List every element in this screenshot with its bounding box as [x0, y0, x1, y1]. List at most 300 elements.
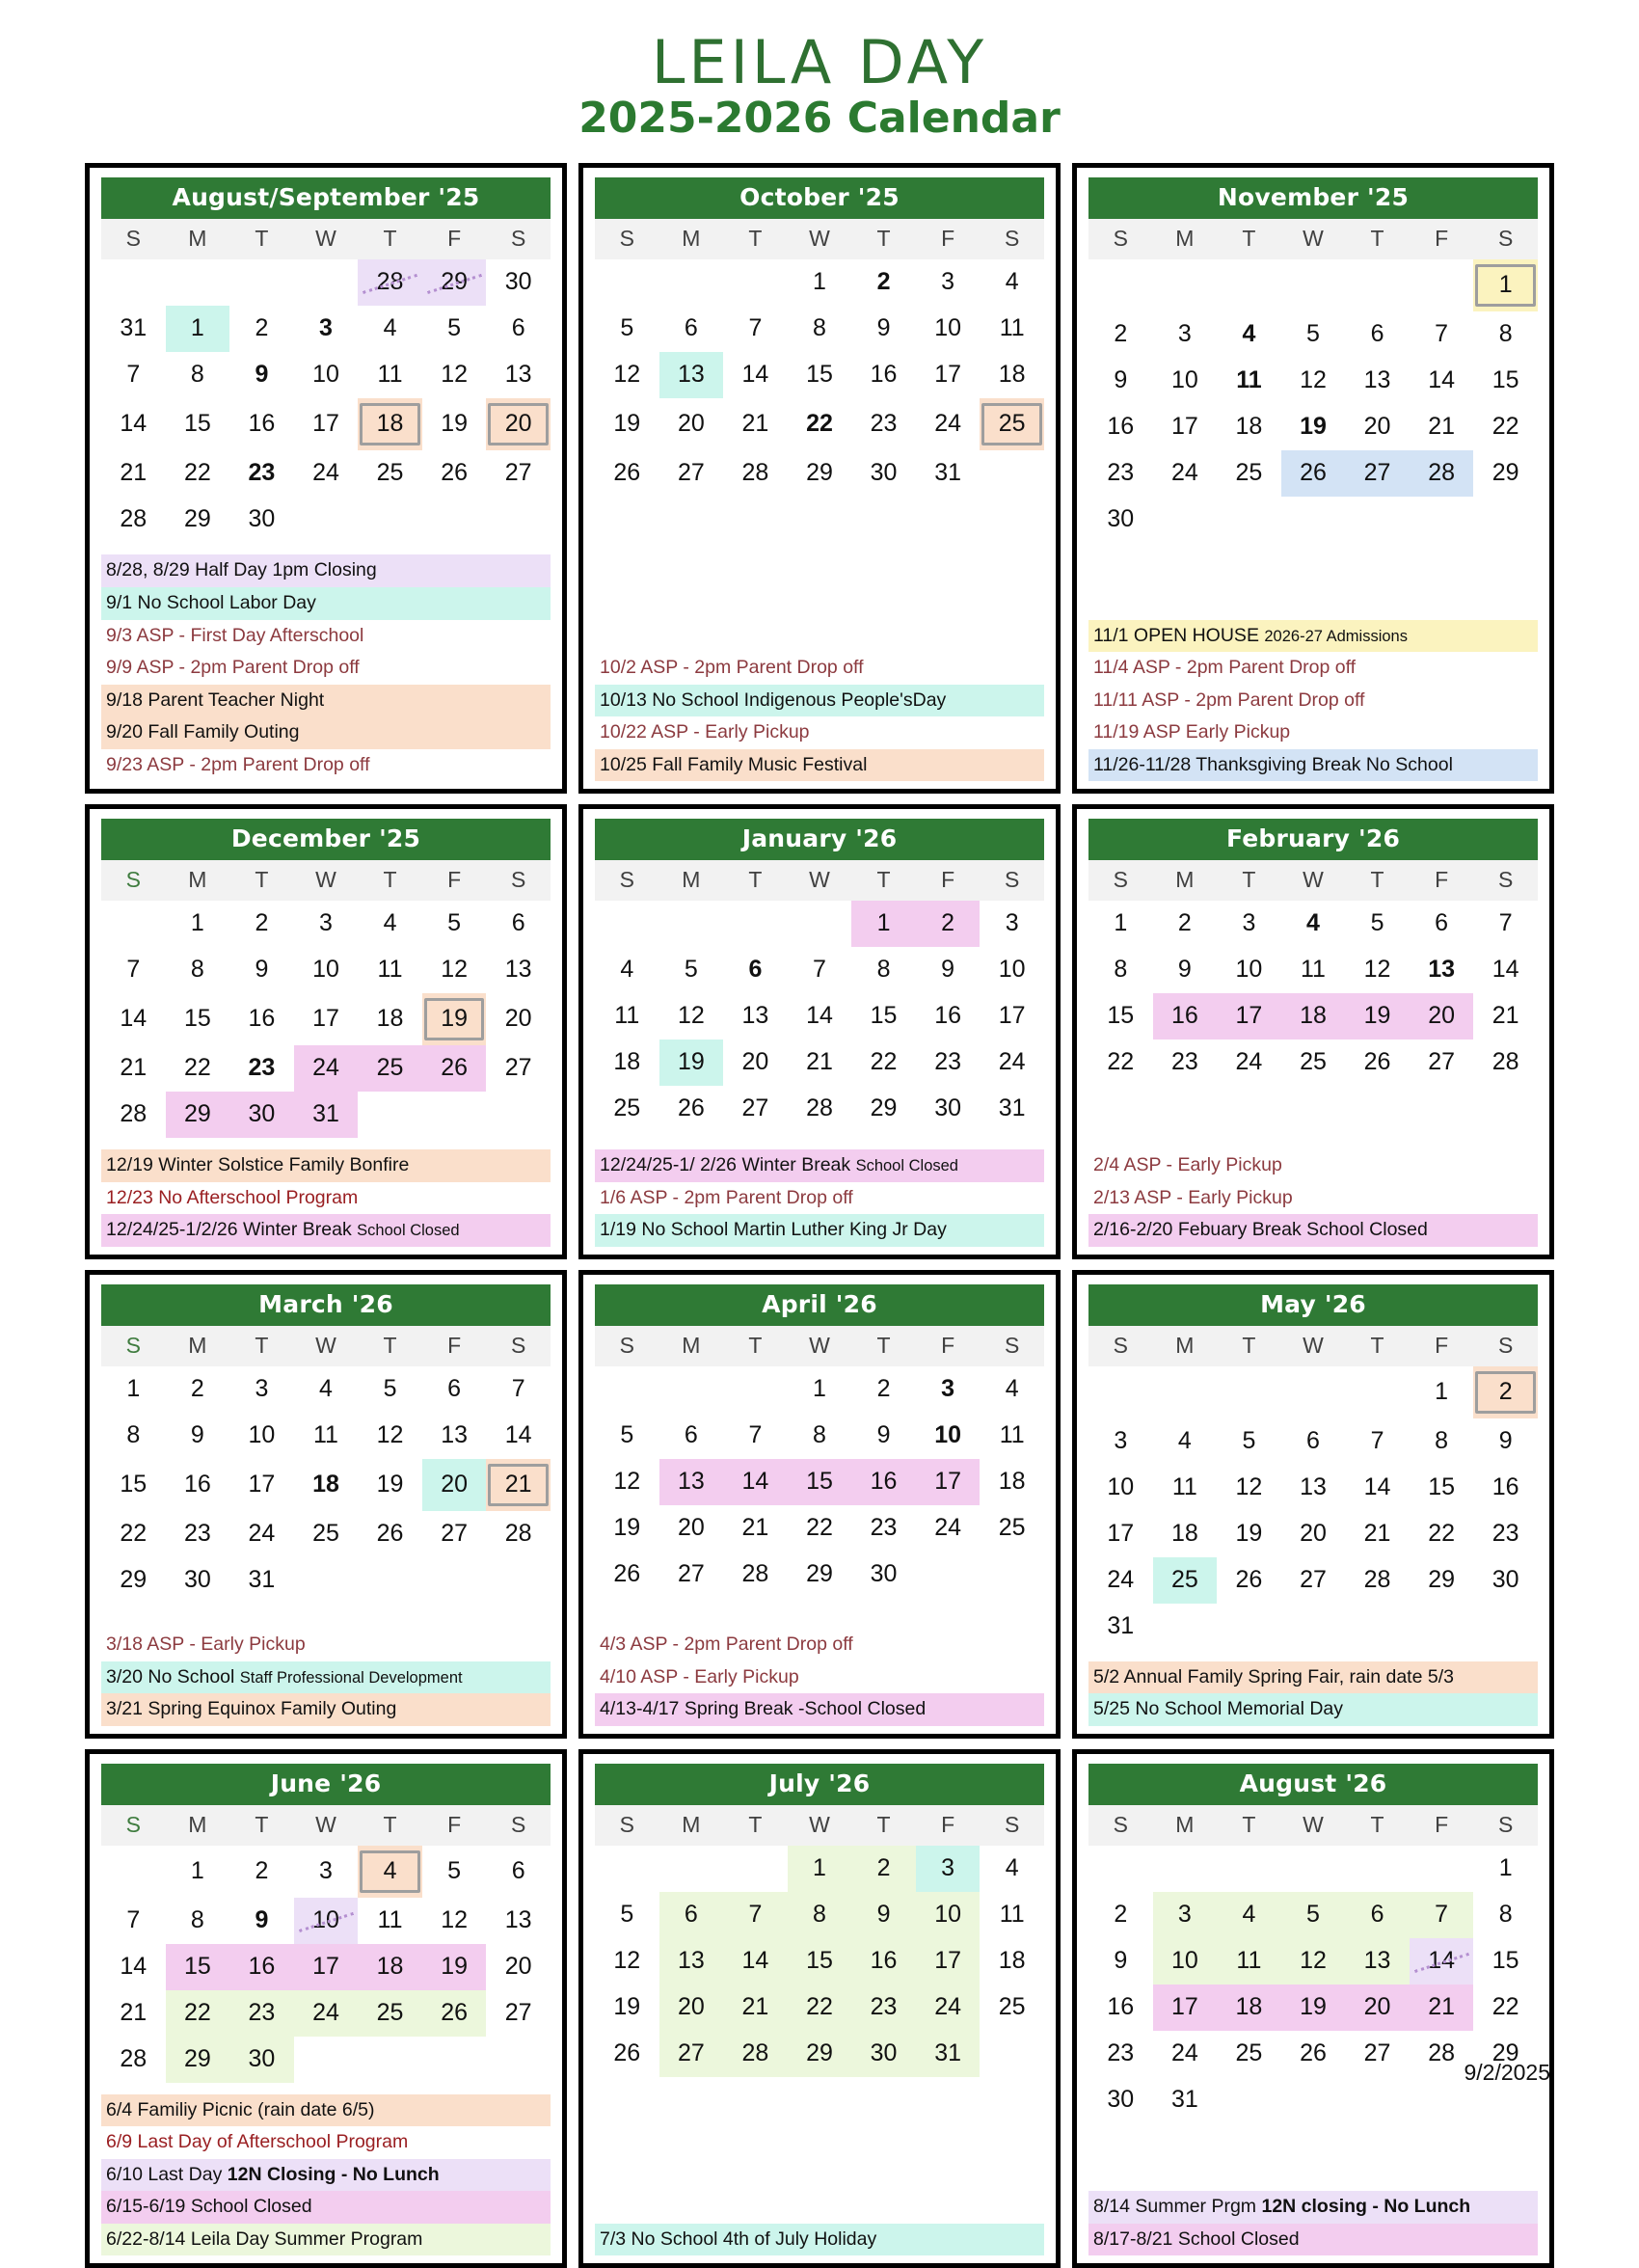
day-cell[interactable] [723, 1938, 788, 1984]
day-cell[interactable] [486, 259, 551, 306]
day-cell[interactable] [723, 2031, 788, 2077]
day-cell[interactable] [1281, 1984, 1346, 2031]
day-cell[interactable] [294, 1898, 359, 1944]
day-cell[interactable] [229, 1944, 294, 1990]
day-cell[interactable] [980, 1846, 1044, 1892]
day-cell[interactable] [101, 1557, 166, 1604]
day-cell[interactable] [595, 1505, 659, 1552]
day-cell[interactable] [659, 1086, 724, 1132]
day-cell[interactable] [723, 1552, 788, 1598]
day-cell[interactable] [1217, 993, 1281, 1040]
day-cell[interactable] [1088, 2031, 1153, 2077]
day-cell[interactable] [1088, 1604, 1153, 1650]
day-cell[interactable] [916, 259, 981, 306]
day-cell[interactable] [1217, 1984, 1281, 2031]
day-cell[interactable] [1473, 993, 1538, 1040]
day-cell[interactable] [788, 1040, 852, 1086]
day-cell[interactable] [1410, 1511, 1474, 1557]
day-cell[interactable] [358, 1898, 422, 1944]
day-cell[interactable] [1153, 1892, 1218, 1938]
day-cell[interactable] [229, 947, 294, 993]
day-cell[interactable] [659, 1413, 724, 1459]
day-cell[interactable] [294, 1413, 359, 1459]
day-cell[interactable] [1410, 1984, 1474, 2031]
day-cell[interactable] [166, 1366, 230, 1413]
day-cell[interactable] [166, 1944, 230, 1990]
day-cell[interactable] [486, 1511, 551, 1557]
day-cell[interactable] [916, 1846, 981, 1892]
day-cell[interactable] [1088, 901, 1153, 947]
day-cell[interactable] [595, 398, 659, 450]
day-cell[interactable] [358, 1045, 422, 1092]
day-cell[interactable] [486, 1045, 551, 1092]
day-cell[interactable] [1473, 901, 1538, 947]
day-cell[interactable] [1153, 1418, 1218, 1465]
day-cell[interactable] [1281, 993, 1346, 1040]
day-cell[interactable] [851, 1984, 916, 2031]
day-cell[interactable] [916, 901, 981, 947]
day-cell[interactable] [166, 398, 230, 450]
day-cell[interactable] [1473, 1040, 1538, 1086]
day-cell[interactable] [916, 1459, 981, 1505]
day-cell[interactable] [788, 1413, 852, 1459]
day-cell[interactable] [659, 1459, 724, 1505]
day-cell[interactable] [422, 352, 487, 398]
day-cell[interactable] [980, 1984, 1044, 2031]
day-cell[interactable] [916, 1938, 981, 1984]
day-cell[interactable] [358, 1846, 422, 1898]
day-cell[interactable] [851, 1366, 916, 1413]
day-cell[interactable] [980, 259, 1044, 306]
day-cell[interactable] [595, 1086, 659, 1132]
day-cell[interactable] [1345, 901, 1410, 947]
day-cell[interactable] [166, 1045, 230, 1092]
day-cell[interactable] [916, 1413, 981, 1459]
day-cell[interactable] [1217, 1511, 1281, 1557]
day-cell[interactable] [486, 901, 551, 947]
day-cell[interactable] [486, 1944, 551, 1990]
day-cell[interactable] [1281, 1938, 1346, 1984]
day-cell[interactable] [1345, 1938, 1410, 1984]
day-cell[interactable] [595, 1938, 659, 1984]
day-cell[interactable] [101, 450, 166, 497]
day-cell[interactable] [1410, 1040, 1474, 1086]
day-cell[interactable] [980, 1086, 1044, 1132]
day-cell[interactable] [229, 352, 294, 398]
day-cell[interactable] [1473, 1366, 1538, 1418]
day-cell[interactable] [486, 398, 551, 450]
day-cell[interactable] [659, 450, 724, 497]
day-cell[interactable] [1345, 1418, 1410, 1465]
day-cell[interactable] [166, 1846, 230, 1898]
day-cell[interactable] [851, 1459, 916, 1505]
day-cell[interactable] [659, 993, 724, 1040]
day-cell[interactable] [1153, 311, 1218, 358]
day-cell[interactable] [294, 1092, 359, 1138]
day-cell[interactable] [358, 993, 422, 1045]
day-cell[interactable] [1345, 404, 1410, 450]
day-cell[interactable] [851, 259, 916, 306]
day-cell[interactable] [422, 1045, 487, 1092]
day-cell[interactable] [229, 398, 294, 450]
day-cell[interactable] [101, 352, 166, 398]
day-cell[interactable] [851, 306, 916, 352]
day-cell[interactable] [294, 901, 359, 947]
day-cell[interactable] [595, 352, 659, 398]
day-cell[interactable] [659, 398, 724, 450]
day-cell[interactable] [980, 1040, 1044, 1086]
day-cell[interactable] [1473, 1892, 1538, 1938]
day-cell[interactable] [1281, 947, 1346, 993]
day-cell[interactable] [229, 1092, 294, 1138]
day-cell[interactable] [358, 1459, 422, 1511]
day-cell[interactable] [851, 2031, 916, 2077]
day-cell[interactable] [486, 1898, 551, 1944]
day-cell[interactable] [422, 306, 487, 352]
day-cell[interactable] [1088, 1557, 1153, 1604]
day-cell[interactable] [1473, 1511, 1538, 1557]
day-cell[interactable] [788, 1846, 852, 1892]
day-cell[interactable] [486, 993, 551, 1045]
day-cell[interactable] [166, 1898, 230, 1944]
day-cell[interactable] [916, 306, 981, 352]
day-cell[interactable] [486, 306, 551, 352]
day-cell[interactable] [486, 1366, 551, 1413]
day-cell[interactable] [294, 450, 359, 497]
day-cell[interactable] [358, 259, 422, 306]
day-cell[interactable] [166, 1413, 230, 1459]
day-cell[interactable] [101, 497, 166, 543]
day-cell[interactable] [422, 398, 487, 450]
day-cell[interactable] [1410, 450, 1474, 497]
day-cell[interactable] [229, 450, 294, 497]
day-cell[interactable] [1217, 358, 1281, 404]
day-cell[interactable] [1153, 358, 1218, 404]
day-cell[interactable] [422, 259, 487, 306]
day-cell[interactable] [1345, 1511, 1410, 1557]
day-cell[interactable] [166, 2037, 230, 2083]
day-cell[interactable] [916, 993, 981, 1040]
day-cell[interactable] [1088, 1938, 1153, 1984]
day-cell[interactable] [851, 450, 916, 497]
day-cell[interactable] [916, 1040, 981, 1086]
day-cell[interactable] [1410, 311, 1474, 358]
day-cell[interactable] [1345, 1557, 1410, 1604]
day-cell[interactable] [1217, 311, 1281, 358]
day-cell[interactable] [422, 947, 487, 993]
day-cell[interactable] [659, 1552, 724, 1598]
day-cell[interactable] [723, 398, 788, 450]
day-cell[interactable] [229, 1045, 294, 1092]
day-cell[interactable] [1281, 311, 1346, 358]
day-cell[interactable] [1281, 1892, 1346, 1938]
day-cell[interactable] [101, 1944, 166, 1990]
day-cell[interactable] [1281, 1040, 1346, 1086]
day-cell[interactable] [229, 1511, 294, 1557]
day-cell[interactable] [788, 1984, 852, 2031]
day-cell[interactable] [788, 1552, 852, 1598]
day-cell[interactable] [294, 306, 359, 352]
day-cell[interactable] [1410, 901, 1474, 947]
day-cell[interactable] [1153, 2077, 1218, 2123]
day-cell[interactable] [1217, 1418, 1281, 1465]
day-cell[interactable] [1153, 993, 1218, 1040]
day-cell[interactable] [1088, 993, 1153, 1040]
day-cell[interactable] [422, 1366, 487, 1413]
day-cell[interactable] [101, 306, 166, 352]
day-cell[interactable] [595, 2031, 659, 2077]
day-cell[interactable] [788, 1366, 852, 1413]
day-cell[interactable] [1153, 1557, 1218, 1604]
day-cell[interactable] [294, 1944, 359, 1990]
day-cell[interactable] [851, 1846, 916, 1892]
day-cell[interactable] [422, 901, 487, 947]
day-cell[interactable] [1153, 1984, 1218, 2031]
day-cell[interactable] [851, 398, 916, 450]
day-cell[interactable] [1088, 1984, 1153, 2031]
day-cell[interactable] [1217, 1892, 1281, 1938]
day-cell[interactable] [980, 1938, 1044, 1984]
day-cell[interactable] [1473, 1465, 1538, 1511]
day-cell[interactable] [1410, 1465, 1474, 1511]
day-cell[interactable] [486, 1990, 551, 2037]
day-cell[interactable] [980, 1366, 1044, 1413]
day-cell[interactable] [980, 993, 1044, 1040]
day-cell[interactable] [980, 1505, 1044, 1552]
day-cell[interactable] [294, 993, 359, 1045]
day-cell[interactable] [486, 1413, 551, 1459]
day-cell[interactable] [229, 1990, 294, 2037]
day-cell[interactable] [101, 1898, 166, 1944]
day-cell[interactable] [851, 1938, 916, 1984]
day-cell[interactable] [1345, 1892, 1410, 1938]
day-cell[interactable] [358, 352, 422, 398]
day-cell[interactable] [422, 1459, 487, 1511]
day-cell[interactable] [659, 1040, 724, 1086]
day-cell[interactable] [1088, 1892, 1153, 1938]
day-cell[interactable] [916, 1366, 981, 1413]
day-cell[interactable] [916, 2031, 981, 2077]
day-cell[interactable] [1410, 358, 1474, 404]
day-cell[interactable] [294, 1990, 359, 2037]
day-cell[interactable] [1153, 2031, 1218, 2077]
day-cell[interactable] [659, 1984, 724, 2031]
day-cell[interactable] [1410, 1557, 1474, 1604]
day-cell[interactable] [1473, 947, 1538, 993]
day-cell[interactable] [1217, 1557, 1281, 1604]
day-cell[interactable] [851, 1413, 916, 1459]
day-cell[interactable] [595, 1984, 659, 2031]
day-cell[interactable] [916, 1892, 981, 1938]
day-cell[interactable] [1217, 450, 1281, 497]
day-cell[interactable] [980, 947, 1044, 993]
day-cell[interactable] [916, 352, 981, 398]
day-cell[interactable] [1088, 1511, 1153, 1557]
day-cell[interactable] [916, 1505, 981, 1552]
day-cell[interactable] [1281, 1418, 1346, 1465]
day-cell[interactable] [1153, 1938, 1218, 1984]
day-cell[interactable] [659, 1505, 724, 1552]
day-cell[interactable] [1217, 404, 1281, 450]
day-cell[interactable] [294, 1045, 359, 1092]
day-cell[interactable] [294, 1511, 359, 1557]
day-cell[interactable] [595, 947, 659, 993]
day-cell[interactable] [101, 2037, 166, 2083]
day-cell[interactable] [422, 1944, 487, 1990]
day-cell[interactable] [358, 1413, 422, 1459]
day-cell[interactable] [659, 2031, 724, 2077]
day-cell[interactable] [486, 1459, 551, 1511]
day-cell[interactable] [723, 1459, 788, 1505]
day-cell[interactable] [1088, 1465, 1153, 1511]
day-cell[interactable] [1281, 1557, 1346, 1604]
day-cell[interactable] [294, 947, 359, 993]
day-cell[interactable] [723, 1086, 788, 1132]
day-cell[interactable] [1345, 1040, 1410, 1086]
day-cell[interactable] [1473, 259, 1538, 311]
day-cell[interactable] [1153, 450, 1218, 497]
day-cell[interactable] [1410, 1938, 1474, 1984]
day-cell[interactable] [1473, 1984, 1538, 2031]
day-cell[interactable] [1410, 404, 1474, 450]
day-cell[interactable] [723, 450, 788, 497]
day-cell[interactable] [229, 1557, 294, 1604]
day-cell[interactable] [422, 450, 487, 497]
day-cell[interactable] [166, 993, 230, 1045]
day-cell[interactable] [851, 1552, 916, 1598]
day-cell[interactable] [851, 901, 916, 947]
day-cell[interactable] [1473, 450, 1538, 497]
day-cell[interactable] [980, 1892, 1044, 1938]
day-cell[interactable] [1473, 311, 1538, 358]
day-cell[interactable] [723, 947, 788, 993]
day-cell[interactable] [101, 1092, 166, 1138]
day-cell[interactable] [980, 352, 1044, 398]
day-cell[interactable] [1281, 901, 1346, 947]
day-cell[interactable] [166, 1092, 230, 1138]
day-cell[interactable] [1217, 2031, 1281, 2077]
day-cell[interactable] [1153, 1040, 1218, 1086]
day-cell[interactable] [1345, 311, 1410, 358]
day-cell[interactable] [659, 306, 724, 352]
day-cell[interactable] [358, 1944, 422, 1990]
day-cell[interactable] [229, 993, 294, 1045]
day-cell[interactable] [1345, 1984, 1410, 2031]
day-cell[interactable] [723, 1505, 788, 1552]
day-cell[interactable] [294, 1366, 359, 1413]
day-cell[interactable] [916, 1086, 981, 1132]
day-cell[interactable] [1281, 2031, 1346, 2077]
day-cell[interactable] [166, 947, 230, 993]
day-cell[interactable] [101, 1413, 166, 1459]
day-cell[interactable] [723, 1413, 788, 1459]
day-cell[interactable] [1281, 450, 1346, 497]
day-cell[interactable] [229, 497, 294, 543]
day-cell[interactable] [788, 450, 852, 497]
day-cell[interactable] [294, 1459, 359, 1511]
day-cell[interactable] [659, 352, 724, 398]
day-cell[interactable] [788, 1086, 852, 1132]
day-cell[interactable] [659, 1938, 724, 1984]
day-cell[interactable] [101, 398, 166, 450]
day-cell[interactable] [980, 1459, 1044, 1505]
day-cell[interactable] [486, 352, 551, 398]
day-cell[interactable] [916, 398, 981, 450]
day-cell[interactable] [723, 993, 788, 1040]
day-cell[interactable] [422, 1413, 487, 1459]
day-cell[interactable] [229, 1366, 294, 1413]
day-cell[interactable] [851, 1892, 916, 1938]
day-cell[interactable] [1153, 1511, 1218, 1557]
day-cell[interactable] [723, 352, 788, 398]
day-cell[interactable] [851, 352, 916, 398]
day-cell[interactable] [595, 993, 659, 1040]
day-cell[interactable] [788, 1938, 852, 1984]
day-cell[interactable] [358, 901, 422, 947]
day-cell[interactable] [358, 1990, 422, 2037]
day-cell[interactable] [1153, 1465, 1218, 1511]
day-cell[interactable] [916, 450, 981, 497]
day-cell[interactable] [595, 1413, 659, 1459]
day-cell[interactable] [1217, 1465, 1281, 1511]
day-cell[interactable] [1345, 993, 1410, 1040]
day-cell[interactable] [1153, 404, 1218, 450]
day-cell[interactable] [1281, 1511, 1346, 1557]
day-cell[interactable] [166, 1557, 230, 1604]
day-cell[interactable] [294, 398, 359, 450]
day-cell[interactable] [1281, 358, 1346, 404]
day-cell[interactable] [788, 2031, 852, 2077]
day-cell[interactable] [723, 306, 788, 352]
day-cell[interactable] [486, 450, 551, 497]
day-cell[interactable] [788, 947, 852, 993]
day-cell[interactable] [1281, 404, 1346, 450]
day-cell[interactable] [1088, 1040, 1153, 1086]
day-cell[interactable] [1473, 1557, 1538, 1604]
day-cell[interactable] [101, 1990, 166, 2037]
day-cell[interactable] [1473, 1938, 1538, 1984]
day-cell[interactable] [1345, 358, 1410, 404]
day-cell[interactable] [101, 947, 166, 993]
day-cell[interactable] [1153, 901, 1218, 947]
day-cell[interactable] [101, 993, 166, 1045]
day-cell[interactable] [166, 306, 230, 352]
day-cell[interactable] [1217, 1938, 1281, 1984]
day-cell[interactable] [1345, 1465, 1410, 1511]
day-cell[interactable] [422, 1846, 487, 1898]
day-cell[interactable] [1410, 1892, 1474, 1938]
day-cell[interactable] [1088, 404, 1153, 450]
day-cell[interactable] [1410, 993, 1474, 1040]
day-cell[interactable] [229, 1846, 294, 1898]
day-cell[interactable] [1088, 947, 1153, 993]
day-cell[interactable] [1473, 1846, 1538, 1892]
day-cell[interactable] [851, 1040, 916, 1086]
day-cell[interactable] [788, 1505, 852, 1552]
day-cell[interactable] [851, 1086, 916, 1132]
day-cell[interactable] [1345, 2031, 1410, 2077]
day-cell[interactable] [723, 1040, 788, 1086]
day-cell[interactable] [1088, 450, 1153, 497]
day-cell[interactable] [1217, 901, 1281, 947]
day-cell[interactable] [595, 1040, 659, 1086]
day-cell[interactable] [101, 1459, 166, 1511]
day-cell[interactable] [1281, 1465, 1346, 1511]
day-cell[interactable] [358, 306, 422, 352]
day-cell[interactable] [101, 1045, 166, 1092]
day-cell[interactable] [358, 450, 422, 497]
day-cell[interactable] [166, 450, 230, 497]
